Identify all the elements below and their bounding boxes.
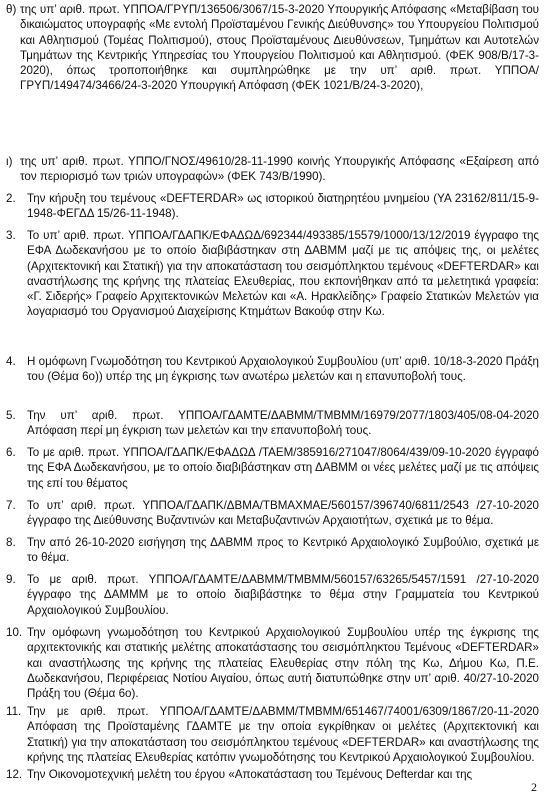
list-item [6,445,539,491]
list-marker: 4. [6,355,16,368]
list-item-text: Την Οικονομοτεχνική μελέτη του έργου «Αποκατάσταση του Τεμένους Defterdar και της [27,768,473,781]
list-marker: 3. [6,229,16,242]
list-marker: 8. [6,536,16,549]
list-item-text: της υπ’ αριθ. πρωτ. ΥΠΠΟΑ/ΓΡΥΠ/136506/3067/15-3-2020 Υπουργικής Απόφασης «Μεταβίβαση του δικαιώματος υπογραφής «Με εντολή Προϊσταμένου Γενικής Διεύθυνσης» του Υπουργείου Πολιτισμού και Αθλητισμού (Τομέας Πολιτισμού), στους Προϊσταμένους Διευθύνσεων, Τμημάτων και Αυτοτελών Τμημάτων της Κεντρικής Υπηρεσίας του Υπουργείου Πολιτισμού και Αθλητισμού. (ΦΕΚ 908/Β/17-3-2020), όπως τροποποιήθηκε και συμπληρώθηκε με την υπ’ αριθ. πρωτ. ΥΠΠΟΑ/ΓΡΥΠ/149474/3466/24-3-2020 Υπουργική Απόφαση (ΦΕΚ 1021/Β/24-3-2020), [20,3,539,93]
list-item [6,354,539,385]
list-item-text: Το υπ’ αριθ. πρωτ. ΥΠΠΟΑ/ΓΔΑΠΚ/ΕΦΑΔΩΔ/692344/493385/15579/1000/13/12/2019 έγγραφο της ΕΦΑ Δωδεκανήσου με το οποίο διαβιβάστηκαν στη ΔΑΒΜΜ μαζί με τις απόψεις της, οι μελέτες (Αρχιτεκτονική και Στατική) για την αποκατάσταση του σεισμόπληκτου τεμένους «DEFTERDAR» και αναστήλωσης της κρήνης της πλατείας Ελευθερίας, που εκπονήθηκαν από τα μελετητικά γραφεία: «Γ. Σιδερής» Γραφείο Αρχιτεκτονικών Μελετών και «Α. Ηρακλείδης» Γραφείο Στατικών Μελετών για λογαριασμό του Οργανισμού Διαχείρισης Κτημάτων Βακούφ στην Κω. [27,229,539,319]
list-item-text: Την κήρυξη του τεμένους «DEFTERDAR» ως ιστορικού διατηρητέου μνημείου (ΥΑ 23162/811/15-9-1948-ΦΕΓΔΔ 15/26-11-1948). [27,192,539,221]
list-item [6,154,539,185]
list-item [6,408,539,439]
list-marker: 11. [6,705,22,718]
list-marker: 9. [6,573,16,586]
list-item [6,535,539,566]
list-item-text: Την από 26-10-2020 εισήγηση της ΔΑΒΜΜ προς το Κεντρικό Αρχαιολογικό Συμβούλιο, σχετικά με το θέμα. [27,536,539,565]
list-marker: 12. [6,768,23,781]
list-marker: θ) [6,3,17,16]
list-marker: 2. [6,192,16,205]
list-item-text: Η ομόφωνη Γνωμοδότηση του Κεντρικού Αρχαιολογικού Συμβουλίου (υπ’ αριθ. 10/18-3-2020 Πράξη του (Θέμα 6ο)) υπέρ της μη έγκρισης των ανωτέρω μελετών και η επανυποβολή τους. [27,355,539,384]
list-item-text: Την με αριθ. πρωτ. ΥΠΠΟΑ/ΓΔΑΜΤΕ/ΔΑΒΜΜ/ΤΜΒΜΜ/651467/74001/6309/1867/20-11-2020 Απόφαση της Προϊσταμένης ΓΔΑΜΤΕ με την οποία εγκρίθηκαν οι μελέτες (Αρχιτεκτονική και Στατική) για την αποκατάσταση του σεισμόπληκτου τεμένους «DEFTERDAR» και αναστήλωσης της κρήνης της πλατείας Ελευθερίας κατόπιν γνωμοδότησης του Κεντρικού Αρχαιολογικού Συμβουλίου. [27,705,539,764]
list-item [6,191,539,222]
list-item [6,2,539,94]
list-item-text: της υπ’ αριθ. πρωτ. ΥΠΠΟ/ΓΝΟΣ/49610/28-11-1990 κοινής Υπουργικής Απόφασης «Εξαίρεση από τον περιορισμό των τριών υπογραφών» (ΦΕΚ 743/Β/1990). [20,155,539,184]
page-number: 2 [531,779,537,794]
list-item [6,625,539,701]
list-marker: ι) [6,155,13,168]
list-marker: 5. [6,409,16,422]
list-marker: 6. [6,446,16,459]
list-item [6,228,539,320]
list-item-text: Την ομόφωνη γνωμοδότηση του Κεντρικού Αρχαιολογικού Συμβουλίου υπέρ της έγκρισης της αρχιτεκτονικής και στατικής μελέτης αποκατάστασης του σεισμόπληκτου Τεμένους «DEFTERDAR» και αναστήλωσης της κρήνης της πλατείας Ελευθερίας στην πόλη της Κω, Δήμου Κω, Π.Ε. Δωδεκανήσου, Περιφέρειας Νοτίου Αιγαίου, όπως αυτή διατυπώθηκε στην υπ’ αριθ. 40/27-10-2020 Πράξη του (Θέμα 6ο). [27,626,539,701]
list-item [6,498,539,529]
list-item-text: Το με αριθ. πρωτ. ΥΠΠΟΑ/ΓΔΑΜΤΕ/ΔΑΒΜΜ/ΤΜΒΜΜ/560157/63265/5457/1591 /27-10-2020 έγγραφο της ΔΑΜΜΜ με το οποίο διαβιβάστηκε το θέμα στην Γραμματεία του Κεντρικού Αρχαιολογικού Συμβουλίου. [27,573,539,617]
list-item [6,767,539,782]
list-item [6,572,539,618]
list-item-text: Την υπ’ αριθ. πρωτ. ΥΠΠΟΑ/ΓΔΑΜΤΕ/ΔΑΒΜΜ/ΤΜΒΜΜ/16979/2077/1803/405/08-04-2020 Απόφαση περί μη έγκριση των μελετών και την επανυποβολή τους. [27,409,539,438]
list-item-text: Το με αριθ. πρωτ. ΥΠΠΟΑ/ΓΔΑΠΚ/ΕΦΑΔΩΔ /ΤΑΕΜ/385916/271047/8064/439/09-10-2020 έγγραφό της ΕΦΑ Δωδεκανήσου, με το οποίο διαβιβάστηκαν στη ΔΑΒΜΜ οι νέες μελέτες μαζί με τις απόψεις της επί του θέματος [27,446,539,490]
list-marker: 10. [6,626,23,639]
list-marker: 7. [6,499,16,512]
list-item-text: Το υπ’ αριθ. πρωτ. ΥΠΠΟΑ/ΓΔΑΠΚ/ΔΒΜΑ/ΤΒΜΑΧΜΑΕ/560157/396740/6811/2543 /27-10-2020 έγγραφο της Διεύθυνσης Βυζαντινών και Μεταβυζαντινών Αρχαιοτήτων, σχετικά με το θέμα. [27,499,539,528]
list-item [6,704,539,765]
